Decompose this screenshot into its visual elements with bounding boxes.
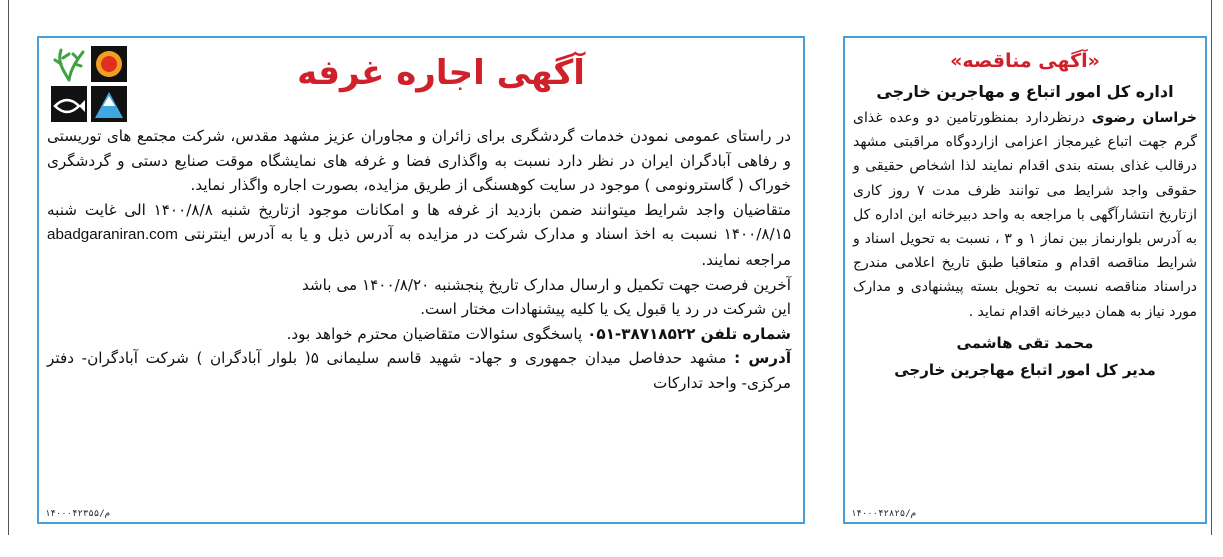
address-label: آدرس :: [734, 349, 792, 368]
tender-notice: [843, 36, 1207, 524]
rental-notice: [37, 36, 805, 524]
signer-name: محمد تقی هاشمی: [956, 333, 1094, 352]
tender-heading: اداره کل امور اتباع و مهاجرین خارجی: [876, 82, 1174, 101]
rental-paragraph-1: در راستای عمومی نمودن خدمات گردشگری برای زائران و مجاوران عزیز مشهد مقدس، شرکت مجتمع های توریستی و رفاهی آبادگران ایران در نظر دارد نسبت به واگذاری فضا و غرفه های نمایشگاه موقت صنایع دستی و گردشگری خوراک ( گاسترونومی ) موجود در سایت کوهسنگی از طریق مزایده، بصورت اجاره واگذار نماید.: [47, 127, 791, 195]
tender-body-text: درنظردارد بمنظورتامین دو وعده غذای گرم جهت اتباع غیرمجاز اعزامی ازاردوگاه مراقبتی مشهد درقالب غذای بسته بندی اقدام نمایند لذا اشخاص حقیقی و حقوقی واجد شرایط می توانند ظرف مدت ۷ روز کاری ازتاریخ انتشارآگهی با مراجعه به واحد دبیرخانه این اداره کل به آدرس بلوارنماز بین نماز ۱ و ۳ ، نسبت به تحویل اسناد و شرایط مناقصه اقدام و متعاقبا طبق تاریخ اعلامی مندرج دراسناد مناقصه نسبت به تحویل بسته پیشنهادی و مدارک مورد نیاز به همان دبیرخانه اقدام نماید .: [853, 110, 1198, 320]
rental-p2-text: متقاضیان واجد شرایط میتوانند ضمن بازدید از غرفه ها و امکانات موجود ازتاریخ شنبه ۱۴۰۰/۸/۸ الی غایت شنبه ۱۴۰۰/۸/۱۵ نسبت به اخذ اسناد و مدارک شرکت در مزایده به آدرس ذیل و یا به آدرس اینترنتی: [47, 200, 792, 244]
rental-phone: [47, 322, 791, 347]
rental-p2-end: مراجعه نمایند.: [701, 250, 791, 269]
signer-title: مدیر کل امور اتباع مهاجرین خارجی: [894, 360, 1156, 379]
rental-address: [47, 346, 791, 395]
tender-title: «آگهی مناقصه»: [950, 50, 1100, 72]
rental-paragraph-4: این شرکت در رد یا قبول یک یا کلیه پیشنهادات مختار است.: [420, 300, 791, 319]
rental-body: [47, 124, 791, 396]
rental-paragraph-2: [47, 198, 791, 273]
website-link[interactable]: abadgaraniran.com: [47, 226, 178, 244]
rental-code: م/۱۴۰۰۰۴۲۳۵۵: [45, 509, 111, 519]
rental-title: آگهی اجاره غرفه: [297, 53, 585, 93]
phone-label: شماره تلفن ۳۸۷۱۸۵۲۲-۰۵۱: [587, 324, 791, 343]
tender-signature: [845, 330, 1205, 384]
tender-province: خراسان رضوی: [1091, 110, 1197, 126]
tender-code: م/۱۴۰۰۰۴۲۸۲۵: [851, 509, 917, 519]
page-divider-right: [1211, 0, 1212, 535]
page-divider-left: [8, 0, 9, 535]
company-logo-icon: [49, 44, 129, 126]
phone-text: پاسخگوی سئوالات متقاضیان محترم خواهد بود.: [286, 324, 583, 343]
address-text: مشهد حدفاصل میدان جمهوری و جهاد- شهید قاسم سلیمانی ۵( بلوار آبادگران ) شرکت آبادگران- دفتر مرکزی- واحد تدارکات: [47, 349, 791, 392]
rental-paragraph-3: آخرین فرصت جهت تکمیل و ارسال مدارک تاریخ پنجشنبه ۱۴۰۰/۸/۲۰ می باشد: [301, 275, 791, 294]
tender-body: [845, 106, 1205, 324]
